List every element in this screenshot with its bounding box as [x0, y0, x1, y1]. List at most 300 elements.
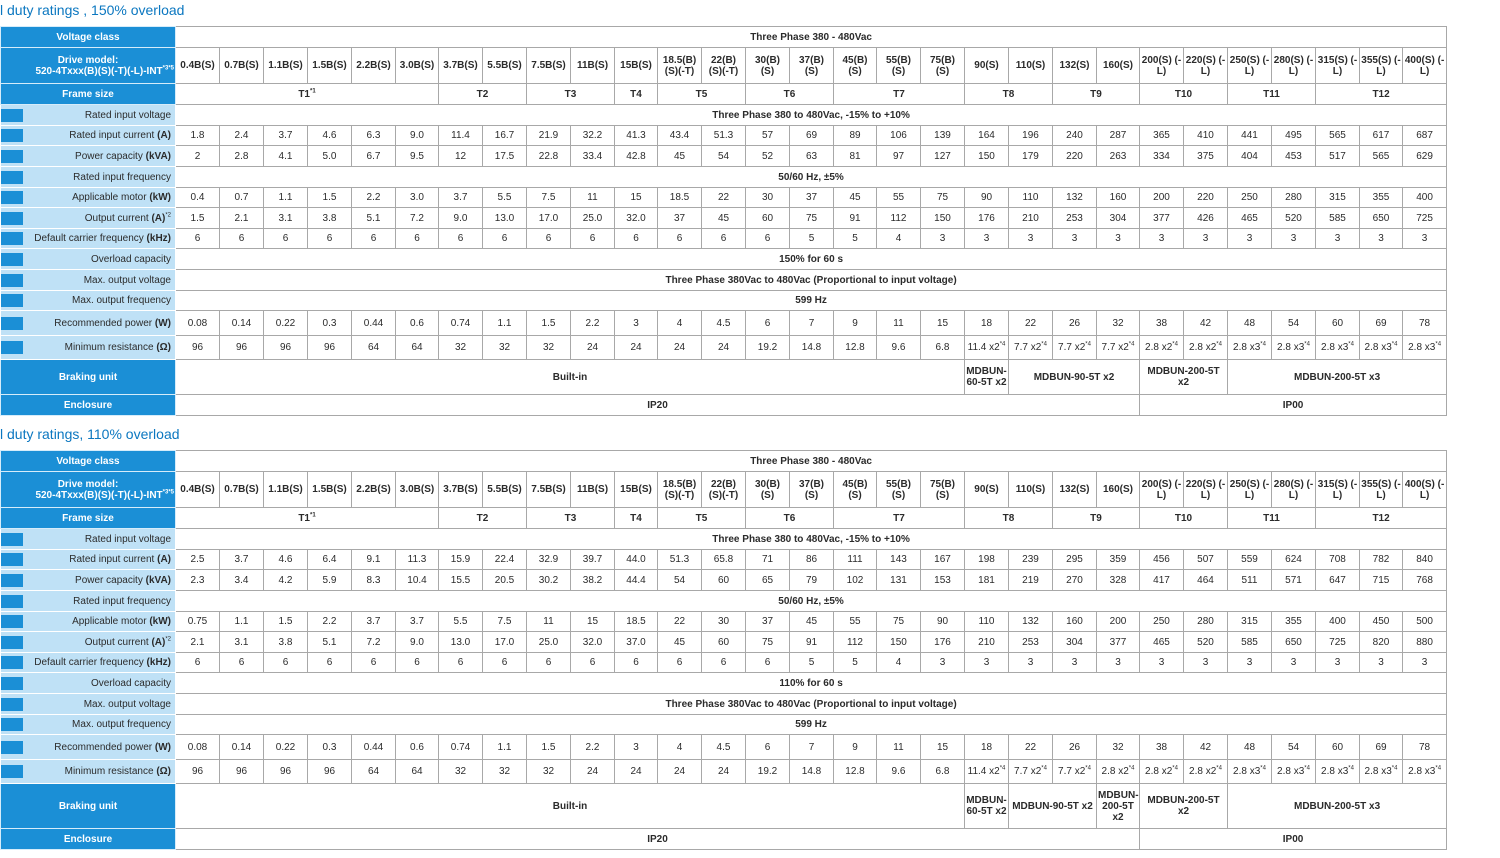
- spec-value: 54: [658, 570, 702, 591]
- spec-row-label: [1, 188, 176, 208]
- spec-value: 6: [571, 229, 615, 249]
- spec-value: 96: [308, 336, 352, 360]
- spec-value: 91: [834, 208, 877, 229]
- spec-row: [1, 735, 1447, 760]
- spec-value: 400: [1316, 612, 1360, 632]
- voltage-class-row: [1, 451, 1447, 472]
- frame-label: T10: [1174, 88, 1193, 100]
- spec-value: 6: [746, 311, 790, 336]
- spec-value: 55: [834, 612, 877, 632]
- spec-value: 3: [615, 735, 658, 760]
- spec-value: 78: [1403, 311, 1447, 336]
- spec-value: 139: [921, 126, 965, 146]
- spec-value: 30: [702, 612, 746, 632]
- spec-row-label: [1, 208, 176, 229]
- spec-value: 6.8: [921, 760, 965, 784]
- spec-value: 57: [746, 126, 790, 146]
- braking-unit-cell: MDBUN-90-5T x2: [1009, 360, 1140, 395]
- footnote-mark: *4: [999, 341, 1006, 348]
- spec-value: 3.1: [264, 208, 308, 229]
- spec-value: 97: [877, 146, 921, 167]
- spec-value: 42: [1184, 311, 1228, 336]
- spec-row-label-inner: [2, 534, 174, 545]
- footnote-mark: *4: [1391, 341, 1398, 348]
- group-marker: [1, 677, 23, 690]
- spec-value: 3: [1316, 229, 1360, 249]
- model-cell: 1.1B(S): [264, 472, 308, 508]
- spec-value: 453: [1272, 146, 1316, 167]
- model-cell: 15B(S): [615, 472, 658, 508]
- spec-row-label-text: [23, 233, 174, 244]
- footnote-mark: *3*5: [162, 65, 174, 72]
- spec-value: 96: [176, 336, 220, 360]
- frame-label: T7: [893, 512, 905, 524]
- spec-value: 200: [1140, 188, 1184, 208]
- spec-value: 500: [1403, 612, 1447, 632]
- spec-value: 5.5: [439, 612, 483, 632]
- frame-label: T5: [695, 88, 708, 100]
- spec-value: 24: [658, 760, 702, 784]
- spec-value: 176: [965, 208, 1009, 229]
- spec-value: 0.44: [352, 311, 396, 336]
- spec-value: 32: [527, 336, 571, 360]
- spec-value: 2.8 x3$^{*4}$: [1272, 760, 1316, 784]
- spec-value: 30: [746, 188, 790, 208]
- spec-value: 32: [1097, 735, 1140, 760]
- model-cell: 3.7B(S): [439, 472, 483, 508]
- model-cell: 132(S): [1053, 472, 1097, 508]
- spec-value: 5.5: [483, 188, 527, 208]
- spec-value: 450: [1360, 612, 1403, 632]
- group-marker: [1, 553, 23, 566]
- model-cell: 220(S) (-L): [1184, 48, 1228, 84]
- group-marker: [1, 294, 23, 307]
- spec-value: 3: [1097, 653, 1140, 673]
- model-cell: 0.7B(S): [220, 48, 264, 84]
- spec-value: 89: [834, 126, 877, 146]
- spec-row-label: [1, 529, 176, 550]
- spec-value: 334: [1140, 146, 1184, 167]
- spec-value: 22: [1009, 735, 1053, 760]
- spec-row-label-inner: [2, 766, 174, 777]
- spec-value: 3: [1053, 653, 1097, 673]
- spec-value: 6: [439, 653, 483, 673]
- frame-label: T11: [1263, 512, 1280, 524]
- spec-value: 32: [439, 336, 483, 360]
- spec-value: 33.4: [571, 146, 615, 167]
- group-marker: [1, 232, 23, 245]
- spec-value: 0.22: [264, 311, 308, 336]
- model-cell: 11B(S): [571, 472, 615, 508]
- model-cell: 75(B) (S): [921, 48, 965, 84]
- model-cell: 1.5B(S): [308, 48, 352, 84]
- spec-row-label-text: [23, 766, 174, 777]
- spec-row: [1, 146, 1447, 167]
- spec-value: 3: [921, 653, 965, 673]
- spec-row-label-inner: [2, 110, 174, 121]
- spec-row-label: [1, 550, 176, 570]
- spec-value: 5.1: [308, 632, 352, 653]
- spec-row-label-text: [23, 699, 174, 710]
- spec-value: 65.8: [702, 550, 746, 570]
- spec-value: 51.3: [702, 126, 746, 146]
- spec-value: 32: [1097, 311, 1140, 336]
- spec-value: 3: [1053, 229, 1097, 249]
- spec-value: 304: [1097, 208, 1140, 229]
- spec-value: 3: [1228, 653, 1272, 673]
- frame-label: T8: [1002, 512, 1015, 524]
- spec-value: 24: [702, 336, 746, 360]
- spec-value: 196: [1009, 126, 1053, 146]
- group-marker: [1, 129, 23, 142]
- spec-value: 5: [790, 653, 834, 673]
- spec-value: 3.1: [220, 632, 264, 653]
- model-cell: 7.5B(S): [527, 48, 571, 84]
- spec-name: Default carrier frequency: [34, 657, 144, 668]
- spec-value: 18.5: [615, 612, 658, 632]
- spec-value: 71: [746, 550, 790, 570]
- spec-value: 132: [1053, 188, 1097, 208]
- frame-label: T9: [1090, 88, 1102, 100]
- frame-cell: [527, 84, 615, 105]
- spec-value: 96: [220, 760, 264, 784]
- spec-value: 44.4: [615, 570, 658, 591]
- spec-value: 270: [1053, 570, 1097, 591]
- spec-value: 5.9: [308, 570, 352, 591]
- spec-value: 75: [746, 632, 790, 653]
- group-marker: [1, 636, 23, 649]
- spec-value: 60: [746, 208, 790, 229]
- spec-value: 32: [483, 336, 527, 360]
- spec-value: 48: [1228, 735, 1272, 760]
- spec-span-value: 599 Hz: [176, 715, 1447, 735]
- spec-name: Minimum resistance: [64, 342, 154, 353]
- spec-row-label-inner: [2, 575, 174, 586]
- spec-value: 26: [1053, 311, 1097, 336]
- spec-row-label-text: [23, 342, 174, 353]
- spec-value: 64: [352, 336, 396, 360]
- model-cell: 37(B) (S): [790, 472, 834, 508]
- spec-unit: (A): [157, 554, 171, 565]
- spec-row-label: [1, 146, 176, 167]
- braking-unit-cell: MDBUN-200-5T x3: [1228, 360, 1447, 395]
- footnote-mark: *3*5: [162, 489, 174, 496]
- spec-value: 9: [834, 311, 877, 336]
- spec-value: 96: [220, 336, 264, 360]
- spec-value: 15.5: [439, 570, 483, 591]
- spec-value: 9.5: [396, 146, 439, 167]
- spec-value: 1.5: [527, 735, 571, 760]
- drive-model-row: [1, 472, 1447, 508]
- spec-value: 111: [834, 550, 877, 570]
- spec-name: Minimum resistance: [64, 766, 154, 777]
- spec-row-label-text: [23, 275, 174, 286]
- footnote-mark: *4: [1041, 341, 1047, 348]
- spec-value: 54: [702, 146, 746, 167]
- spec-value: 328: [1097, 570, 1140, 591]
- model-cell: 90(S): [965, 48, 1009, 84]
- spec-value: 64: [396, 760, 439, 784]
- spec-value: 355: [1272, 612, 1316, 632]
- spec-row: [1, 291, 1447, 311]
- spec-value: 7.2: [352, 632, 396, 653]
- model-cell: 7.5B(S): [527, 472, 571, 508]
- enclosure-cell: IP20: [176, 829, 1140, 850]
- spec-value: 15: [615, 188, 658, 208]
- spec-value: 465: [1140, 632, 1184, 653]
- spec-value: 571: [1272, 570, 1316, 591]
- spec-value: 181: [965, 570, 1009, 591]
- spec-value: 355: [1360, 188, 1403, 208]
- spec-row-label: [1, 653, 176, 673]
- spec-value: 2.8 x3$^{*4}$: [1228, 336, 1272, 360]
- model-cell: 0.4B(S): [176, 472, 220, 508]
- frame-cell: [176, 508, 439, 529]
- spec-value: 520: [1184, 632, 1228, 653]
- spec-name: Rated input frequency: [73, 595, 171, 607]
- spec-row: [1, 632, 1447, 653]
- spec-unit: (kW): [149, 616, 171, 627]
- spec-value: 280: [1272, 188, 1316, 208]
- footnote-mark: *4: [1172, 341, 1178, 348]
- spec-table: [0, 450, 1447, 850]
- model-cell: 200(S) (-L): [1140, 472, 1184, 508]
- spec-row-label: [1, 735, 176, 760]
- group-marker: [1, 253, 23, 266]
- spec-value: 6: [220, 229, 264, 249]
- spec-value: 2.2: [352, 188, 396, 208]
- braking-unit-cell: MDBUN-200-5T x3: [1228, 784, 1447, 829]
- spec-row-label-inner: [2, 719, 174, 730]
- spec-value: 15: [921, 735, 965, 760]
- spec-value: 9.0: [439, 208, 483, 229]
- spec-row-label-text: [23, 130, 174, 141]
- spec-value: 38: [1140, 311, 1184, 336]
- spec-value: 6: [439, 229, 483, 249]
- spec-value: 65: [746, 570, 790, 591]
- spec-value: 1.1: [483, 311, 527, 336]
- spec-value: 38.2: [571, 570, 615, 591]
- enclosure-cell: IP00: [1140, 395, 1447, 416]
- spec-row-label: [1, 291, 176, 311]
- spec-row-label-inner: [2, 275, 174, 286]
- spec-row-label-inner: [2, 151, 174, 162]
- spec-value: 2.3: [176, 570, 220, 591]
- spec-value: 7.7 x2$^{*4}$: [1097, 336, 1140, 360]
- spec-value: 517: [1316, 146, 1360, 167]
- spec-value: 6: [264, 229, 308, 249]
- spec-value: 1.1: [264, 188, 308, 208]
- spec-name: Max. output voltage: [83, 698, 171, 710]
- spec-value: 253: [1009, 632, 1053, 653]
- spec-value: 2.5: [176, 550, 220, 570]
- spec-row-label-text: [23, 657, 174, 668]
- spec-value: 365: [1140, 126, 1184, 146]
- enclosure-row: [1, 829, 1447, 850]
- spec-row-label-inner: [2, 616, 174, 627]
- spec-value: 160: [1097, 188, 1140, 208]
- spec-value: 198: [965, 550, 1009, 570]
- footnote-mark: *4: [1041, 765, 1047, 772]
- model-cell: 315(S) (-L): [1316, 48, 1360, 84]
- spec-value: 287: [1097, 126, 1140, 146]
- spec-value: 4.1: [264, 146, 308, 167]
- spec-value: 96: [264, 336, 308, 360]
- group-marker: [1, 656, 23, 669]
- spec-value: 3: [1360, 229, 1403, 249]
- spec-row-label: [1, 694, 176, 715]
- spec-value: 150: [877, 632, 921, 653]
- spec-value: 60: [702, 632, 746, 653]
- spec-value: 687: [1403, 126, 1447, 146]
- footnote-mark: *4: [1304, 765, 1310, 772]
- frame-cell: [1316, 508, 1447, 529]
- drive-model-pattern: $520-4Txxx(B)(S)(-T)(-L)-INT^{*3*5}$: [35, 489, 174, 501]
- spec-value: 2.8 x3$^{*4}$: [1403, 760, 1447, 784]
- spec-value: 3: [921, 229, 965, 249]
- spec-value: 6: [483, 229, 527, 249]
- spec-value: 167: [921, 550, 965, 570]
- spec-row-label-text: [23, 678, 174, 689]
- spec-value: 90: [965, 188, 1009, 208]
- spec-value: 880: [1403, 632, 1447, 653]
- spec-value: 2.8 x3$^{*4}$: [1272, 336, 1316, 360]
- group-marker: [1, 615, 23, 628]
- spec-value: 45: [834, 188, 877, 208]
- spec-row: [1, 612, 1447, 632]
- spec-value: 11: [877, 735, 921, 760]
- spec-value: 69: [1360, 311, 1403, 336]
- footnote-mark: *4: [1216, 765, 1222, 772]
- spec-value: 37.0: [615, 632, 658, 653]
- footnote-mark: *2: [165, 212, 171, 219]
- frame-cell: [615, 508, 658, 529]
- model-cell: 355(S) (-L): [1360, 48, 1403, 84]
- model-cell: 280(S) (-L): [1272, 472, 1316, 508]
- spec-value: 1.5: [176, 208, 220, 229]
- spec-value: 16.7: [483, 126, 527, 146]
- spec-row-label-text: [23, 534, 174, 545]
- spec-value: 21.9: [527, 126, 571, 146]
- drive-model-label: [1, 48, 176, 84]
- spec-value: 22: [702, 188, 746, 208]
- spec-value: 4: [877, 229, 921, 249]
- spec-value: 18.5: [658, 188, 702, 208]
- footnote-mark: *4: [1391, 765, 1398, 772]
- enclosure-row: [1, 395, 1447, 416]
- voltage-class-label: Voltage class: [1, 451, 176, 472]
- spec-value: 54: [1272, 311, 1316, 336]
- spec-value: 86: [790, 550, 834, 570]
- spec-row-label-inner: [2, 192, 174, 203]
- spec-value: 32.2: [571, 126, 615, 146]
- spec-row-label: [1, 270, 176, 291]
- spec-value: 3: [1403, 229, 1447, 249]
- frame-label: T11: [1263, 88, 1280, 100]
- spec-value: 0.74: [439, 735, 483, 760]
- spec-value: 200: [1097, 612, 1140, 632]
- spec-value: 9.1: [352, 550, 396, 570]
- spec-row-label-text: [23, 318, 174, 329]
- spec-value: 19.2: [746, 760, 790, 784]
- spec-value: 44.0: [615, 550, 658, 570]
- model-cell: 110(S): [1009, 472, 1053, 508]
- spec-value: 22: [658, 612, 702, 632]
- frame-size-row: [1, 508, 1447, 529]
- spec-value: 3.4: [220, 570, 264, 591]
- spec-value: 565: [1360, 146, 1403, 167]
- spec-value: 3: [1272, 653, 1316, 673]
- frame-cell: [1140, 84, 1228, 105]
- spec-value: 4: [658, 735, 702, 760]
- spec-value: 45: [790, 612, 834, 632]
- braking-unit-cell: MDBUN-200-5T x2: [1097, 784, 1140, 829]
- group-marker: [1, 317, 23, 330]
- spec-row-label-inner: [2, 554, 174, 565]
- footnote-mark: *4: [1260, 765, 1266, 772]
- group-marker: [1, 191, 23, 204]
- braking-unit-cell: MDBUN-60-5T x2: [965, 784, 1009, 829]
- spec-value: 240: [1053, 126, 1097, 146]
- model-cell: 30(B) (S): [746, 48, 790, 84]
- spec-value: 6: [615, 653, 658, 673]
- spec-value: 75: [877, 612, 921, 632]
- spec-value: 69: [790, 126, 834, 146]
- model-cell: 55(B) (S): [877, 48, 921, 84]
- spec-value: 2.8 x3$^{*4}$: [1360, 760, 1403, 784]
- spec-value: 24: [571, 760, 615, 784]
- frame-label: T2: [476, 512, 489, 524]
- model-cell: 3.7B(S): [439, 48, 483, 84]
- spec-name: Output current: [84, 212, 149, 224]
- braking-unit-row: [1, 784, 1447, 829]
- spec-row: [1, 229, 1447, 249]
- spec-value: 6: [352, 229, 396, 249]
- spec-name: Rated input current: [69, 554, 155, 565]
- spec-row-label-inner: [2, 342, 174, 353]
- drive-model-heading: Drive model:: [57, 54, 119, 66]
- spec-value: 22: [1009, 311, 1053, 336]
- spec-value: 0.08: [176, 735, 220, 760]
- frame-label: T9: [1090, 512, 1102, 524]
- spec-value: 7: [790, 735, 834, 760]
- spec-value: 179: [1009, 146, 1053, 167]
- spec-row-label-inner: [2, 213, 174, 224]
- section-title: l duty ratings, 110% overload: [0, 426, 180, 442]
- spec-value: 4: [877, 653, 921, 673]
- spec-row-label: [1, 591, 176, 612]
- model-cell: 22(B) (S)(-T): [702, 48, 746, 84]
- spec-value: 6: [571, 653, 615, 673]
- spec-value: 708: [1316, 550, 1360, 570]
- group-marker: [1, 595, 23, 608]
- model-cell: 220(S) (-L): [1184, 472, 1228, 508]
- spec-value: 132: [1009, 612, 1053, 632]
- spec-value: 45: [702, 208, 746, 229]
- spec-value: 3: [1097, 229, 1140, 249]
- spec-value: 426: [1184, 208, 1228, 229]
- spec-name: Max. output voltage: [83, 274, 171, 286]
- spec-value: 6: [746, 229, 790, 249]
- spec-row-label: [1, 632, 176, 653]
- spec-row-label-text: [23, 637, 174, 648]
- spec-value: 51.3: [658, 550, 702, 570]
- drive-model-pattern: $520-4Txxx(B)(S)(-T)(-L)-INT^{*3*5}$: [35, 65, 174, 77]
- spec-value: 2.8 x2$^{*4}$: [1140, 760, 1184, 784]
- footnote-mark: *4: [1128, 341, 1135, 348]
- spec-value: 6: [176, 653, 220, 673]
- spec-value: 15: [921, 311, 965, 336]
